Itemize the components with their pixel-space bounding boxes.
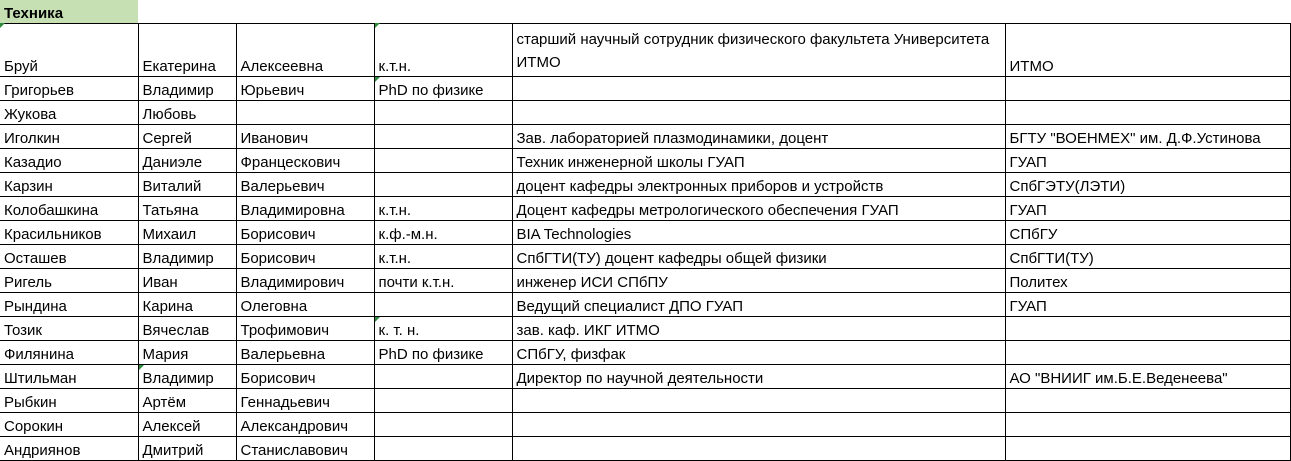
cell-organization[interactable]: [1005, 245, 1290, 269]
cell-text: Станиславович: [240, 442, 348, 459]
table-row: [0, 197, 1290, 221]
cell-first-name[interactable]: [138, 101, 236, 125]
cell-text: Владимировна: [240, 202, 345, 219]
cell-text: Владимир: [142, 82, 214, 99]
cell-text: Иванович: [240, 130, 309, 147]
cell-text: старший научный сотрудник физического факультета Университета ИТМО: [516, 31, 990, 71]
cell-text: Мария: [142, 346, 189, 363]
cell-degree[interactable]: [374, 413, 512, 437]
cell-patronymic[interactable]: [236, 389, 374, 413]
cell-text: Григорьев: [4, 82, 74, 99]
cell-degree[interactable]: [374, 269, 512, 293]
cell-text: Ригель: [4, 274, 52, 291]
cell-first-name[interactable]: [138, 173, 236, 197]
cell-text: Иголкин: [4, 130, 60, 147]
cell-position[interactable]: [512, 125, 1005, 149]
cell-text: Ведущий специалист ДПО ГУАП: [516, 298, 744, 315]
comment-marker-icon: [375, 23, 380, 28]
cell-patronymic[interactable]: [236, 269, 374, 293]
cell-text: к. т. н.: [378, 322, 420, 339]
cell-position[interactable]: [512, 365, 1005, 389]
cell-first-name[interactable]: [138, 389, 236, 413]
cell-text: Валерьевич: [240, 178, 325, 195]
cell-position[interactable]: [512, 24, 1005, 77]
cell-text: Рындина: [4, 298, 67, 315]
cell-text: к.т.н.: [378, 250, 412, 267]
table-row: [0, 269, 1290, 293]
cell-patronymic[interactable]: [236, 293, 374, 317]
cell-text: Олеговна: [240, 298, 308, 315]
cell-text: Вячеслав: [142, 322, 210, 339]
cell-text: Владимир: [142, 370, 214, 387]
table-row: [0, 173, 1290, 197]
table-row: [0, 149, 1290, 173]
cell[interactable]: [374, 0, 512, 24]
cell-degree[interactable]: [374, 437, 512, 461]
cell[interactable]: [138, 0, 236, 24]
cell-position[interactable]: [512, 101, 1005, 125]
cell-degree[interactable]: [374, 221, 512, 245]
cell-degree[interactable]: [374, 389, 512, 413]
cell-text: Штильман: [4, 370, 77, 387]
cell-text: Виталий: [142, 178, 202, 195]
cell-text: Тозик: [4, 322, 42, 339]
cell-last-name[interactable]: [0, 221, 138, 245]
cell-degree[interactable]: [374, 317, 512, 341]
cell[interactable]: [1005, 0, 1290, 24]
cell-organization[interactable]: [1005, 317, 1290, 341]
cell-text: PhD по физике: [378, 346, 484, 363]
table-row: [0, 413, 1290, 437]
cell-text: Казадио: [4, 154, 62, 171]
cell-text: к.т.н.: [378, 202, 412, 219]
cell-text: Трофимович: [240, 322, 330, 339]
cell-organization[interactable]: [1005, 101, 1290, 125]
table-row: [0, 125, 1290, 149]
cell-last-name[interactable]: [0, 341, 138, 365]
cell-position[interactable]: [512, 173, 1005, 197]
cell-text: Алексей: [142, 418, 201, 435]
comment-marker-icon: [375, 77, 380, 82]
cell-text: АО "ВНИИГ им.Б.Е.Веденеева": [1009, 370, 1228, 387]
cell-first-name[interactable]: [138, 293, 236, 317]
cell-last-name[interactable]: [0, 149, 138, 173]
cell-text: Михаил: [142, 226, 197, 243]
cell-first-name[interactable]: [138, 197, 236, 221]
cell-text: Сорокин: [4, 418, 64, 435]
cell-text: PhD по физике: [378, 82, 484, 99]
cell-organization[interactable]: [1005, 125, 1290, 149]
cell-text: Даниэле: [142, 154, 203, 171]
cell-text: Бруй: [4, 58, 38, 75]
table-row: [0, 24, 1290, 77]
cell-patronymic[interactable]: [236, 149, 374, 173]
cell-position[interactable]: [512, 245, 1005, 269]
cell-degree[interactable]: [374, 101, 512, 125]
table-row: [0, 77, 1290, 101]
cell-degree[interactable]: [374, 365, 512, 389]
cell-first-name[interactable]: [138, 365, 236, 389]
cell-first-name[interactable]: [138, 317, 236, 341]
cell-first-name[interactable]: [138, 437, 236, 461]
cell-degree[interactable]: [374, 173, 512, 197]
cell-degree[interactable]: [374, 125, 512, 149]
cell-text: к.ф.-м.н.: [378, 226, 438, 243]
cell-text: ГУАП: [1009, 154, 1047, 171]
cell-text: Политех: [1009, 274, 1068, 291]
cell-patronymic[interactable]: [236, 221, 374, 245]
cell[interactable]: [236, 0, 374, 24]
cell-position[interactable]: [512, 413, 1005, 437]
cell-degree[interactable]: [374, 149, 512, 173]
cell-last-name[interactable]: [0, 197, 138, 221]
cell-first-name[interactable]: [138, 269, 236, 293]
cell-text: ИТМО: [1009, 58, 1054, 75]
cell-organization[interactable]: [1005, 221, 1290, 245]
cell-position[interactable]: [512, 149, 1005, 173]
cell-text: СпбГЭТУ(ЛЭТИ): [1009, 178, 1126, 195]
cell-patronymic[interactable]: [236, 101, 374, 125]
table-row: [0, 293, 1290, 317]
cell-last-name[interactable]: [0, 101, 138, 125]
cell-position[interactable]: [512, 293, 1005, 317]
cell-last-name[interactable]: [0, 437, 138, 461]
cell-text: СпбГТИ(ТУ): [1009, 250, 1094, 267]
cell-text: Андриянов: [4, 442, 81, 459]
table-row: [0, 365, 1290, 389]
cell-text: BIA Technologies: [516, 226, 632, 243]
comment-marker-icon: [375, 317, 380, 322]
cell-patronymic[interactable]: [236, 77, 374, 101]
cell-last-name[interactable]: [0, 125, 138, 149]
cell-degree[interactable]: [374, 24, 512, 77]
cell-patronymic[interactable]: [236, 24, 374, 77]
cell-position[interactable]: [512, 221, 1005, 245]
cell-text: доцент кафедры электронных приборов и устройств: [516, 178, 884, 195]
cell-last-name[interactable]: [0, 389, 138, 413]
cell-text: Дмитрий: [142, 442, 204, 459]
cell-text: ГУАП: [1009, 298, 1047, 315]
cell-degree[interactable]: [374, 197, 512, 221]
cell-last-name[interactable]: [0, 269, 138, 293]
cell-patronymic[interactable]: [236, 437, 374, 461]
cell-text: Геннадьевич: [240, 394, 330, 411]
cell-organization[interactable]: [1005, 341, 1290, 365]
table-row: [0, 245, 1290, 269]
cell-text: Колобашкина: [4, 202, 99, 219]
cell-organization[interactable]: [1005, 173, 1290, 197]
cell-text: Любовь: [142, 106, 197, 123]
cell-organization[interactable]: [1005, 24, 1290, 77]
table-row: [0, 389, 1290, 413]
cell-text: Екатерина: [142, 58, 216, 75]
cell-position[interactable]: [512, 317, 1005, 341]
cell-degree[interactable]: [374, 245, 512, 269]
cell-text: Карзин: [4, 178, 53, 195]
cell-organization[interactable]: [1005, 437, 1290, 461]
cell-text: Директор по научной деятельности: [516, 370, 764, 387]
cell-last-name[interactable]: [0, 24, 138, 77]
cell-text: Жукова: [4, 106, 57, 123]
cell-text: Филянина: [4, 346, 74, 363]
cell-text: Сергей: [142, 130, 192, 147]
cell-first-name[interactable]: [138, 149, 236, 173]
table-row: [0, 317, 1290, 341]
cell-position[interactable]: [512, 77, 1005, 101]
cell-organization[interactable]: [1005, 77, 1290, 101]
cell-patronymic[interactable]: [236, 125, 374, 149]
cell-first-name[interactable]: [138, 245, 236, 269]
cell-degree[interactable]: [374, 293, 512, 317]
table-row: [0, 101, 1290, 125]
cell-text: ГУАП: [1009, 202, 1047, 219]
cell-text: Борисович: [240, 226, 316, 243]
cell-organization[interactable]: [1005, 197, 1290, 221]
table-row: [0, 437, 1290, 461]
cell-position[interactable]: [512, 341, 1005, 365]
cell-patronymic[interactable]: [236, 317, 374, 341]
title-row: [0, 0, 1290, 24]
cell-text: СПбГУ, физфак: [516, 346, 626, 363]
cell-text: Александрович: [240, 418, 349, 435]
cell-text: Рыбкин: [4, 394, 57, 411]
cell-patronymic[interactable]: [236, 365, 374, 389]
cell-first-name[interactable]: [138, 77, 236, 101]
comment-marker-icon: [0, 23, 5, 28]
cell-degree[interactable]: [374, 341, 512, 365]
cell-last-name[interactable]: [0, 77, 138, 101]
cell-last-name[interactable]: [0, 245, 138, 269]
cell-first-name[interactable]: [138, 413, 236, 437]
cell-organization[interactable]: [1005, 365, 1290, 389]
cell-text: Карина: [142, 298, 193, 315]
cell-text: Доцент кафедры метрологического обеспечения ГУАП: [516, 202, 899, 219]
cell-text: Артём: [142, 394, 187, 411]
cell-text: инженер ИСИ СПбПУ: [516, 274, 668, 291]
cell-text: Техник инженерной школы ГУАП: [516, 154, 745, 171]
cell-text: Юрьевич: [240, 82, 305, 99]
cell-position[interactable]: [512, 197, 1005, 221]
cell[interactable]: [512, 0, 1005, 24]
cell-last-name[interactable]: [0, 317, 138, 341]
cell-last-name[interactable]: [0, 365, 138, 389]
cell-first-name[interactable]: [138, 24, 236, 77]
table-row: [0, 341, 1290, 365]
cell-text: Борисович: [240, 250, 316, 267]
cell-patronymic[interactable]: [236, 341, 374, 365]
cell-last-name[interactable]: [0, 293, 138, 317]
cell-text: Иван: [142, 274, 178, 291]
cell-organization[interactable]: [1005, 293, 1290, 317]
cell-text: БГТУ "ВОЕНМЕХ" им. Д.Ф.Устинова: [1009, 130, 1261, 147]
cell-organization[interactable]: [1005, 413, 1290, 437]
cell-degree[interactable]: [374, 77, 512, 101]
cell-position[interactable]: [512, 389, 1005, 413]
cell-patronymic[interactable]: [236, 413, 374, 437]
cell-position[interactable]: [512, 269, 1005, 293]
cell-organization[interactable]: [1005, 269, 1290, 293]
cell-patronymic[interactable]: [236, 173, 374, 197]
cell-text: Владимир: [142, 250, 214, 267]
cell-text: зав. каф. ИКГ ИТМО: [516, 322, 660, 339]
cell-text: почти к.т.н.: [378, 274, 455, 291]
cell-organization[interactable]: [1005, 389, 1290, 413]
cell-last-name[interactable]: [0, 173, 138, 197]
cell-text: СпбГТИ(ТУ) доцент кафедры общей физики: [516, 250, 827, 267]
cell-last-name[interactable]: [0, 413, 138, 437]
cell-text: Владимирович: [240, 274, 345, 291]
cell-text: Татьяна: [142, 202, 199, 219]
cell-patronymic[interactable]: [236, 197, 374, 221]
cell-patronymic[interactable]: [236, 245, 374, 269]
cell-text: СПбГУ: [1009, 226, 1058, 243]
comment-marker-icon: [139, 365, 144, 370]
cell-first-name[interactable]: [138, 341, 236, 365]
cell-text: Валерьевна: [240, 346, 326, 363]
cell-organization[interactable]: [1005, 149, 1290, 173]
cell-text: к.т.н.: [378, 58, 412, 75]
table-row: [0, 221, 1290, 245]
section-title-cell[interactable]: [0, 0, 138, 24]
section-title: Техника: [4, 5, 64, 22]
cell-first-name[interactable]: [138, 125, 236, 149]
cell-first-name[interactable]: [138, 221, 236, 245]
cell-text: Борисович: [240, 370, 316, 387]
cell-text: Францескович: [240, 154, 341, 171]
cell-text: Зав. лабораторией плазмодинамики, доцент: [516, 130, 829, 147]
cell-text: Алексеевна: [240, 58, 324, 75]
cell-text: Красильников: [4, 226, 102, 243]
cell-text: Осташев: [4, 250, 67, 267]
cell-position[interactable]: [512, 437, 1005, 461]
